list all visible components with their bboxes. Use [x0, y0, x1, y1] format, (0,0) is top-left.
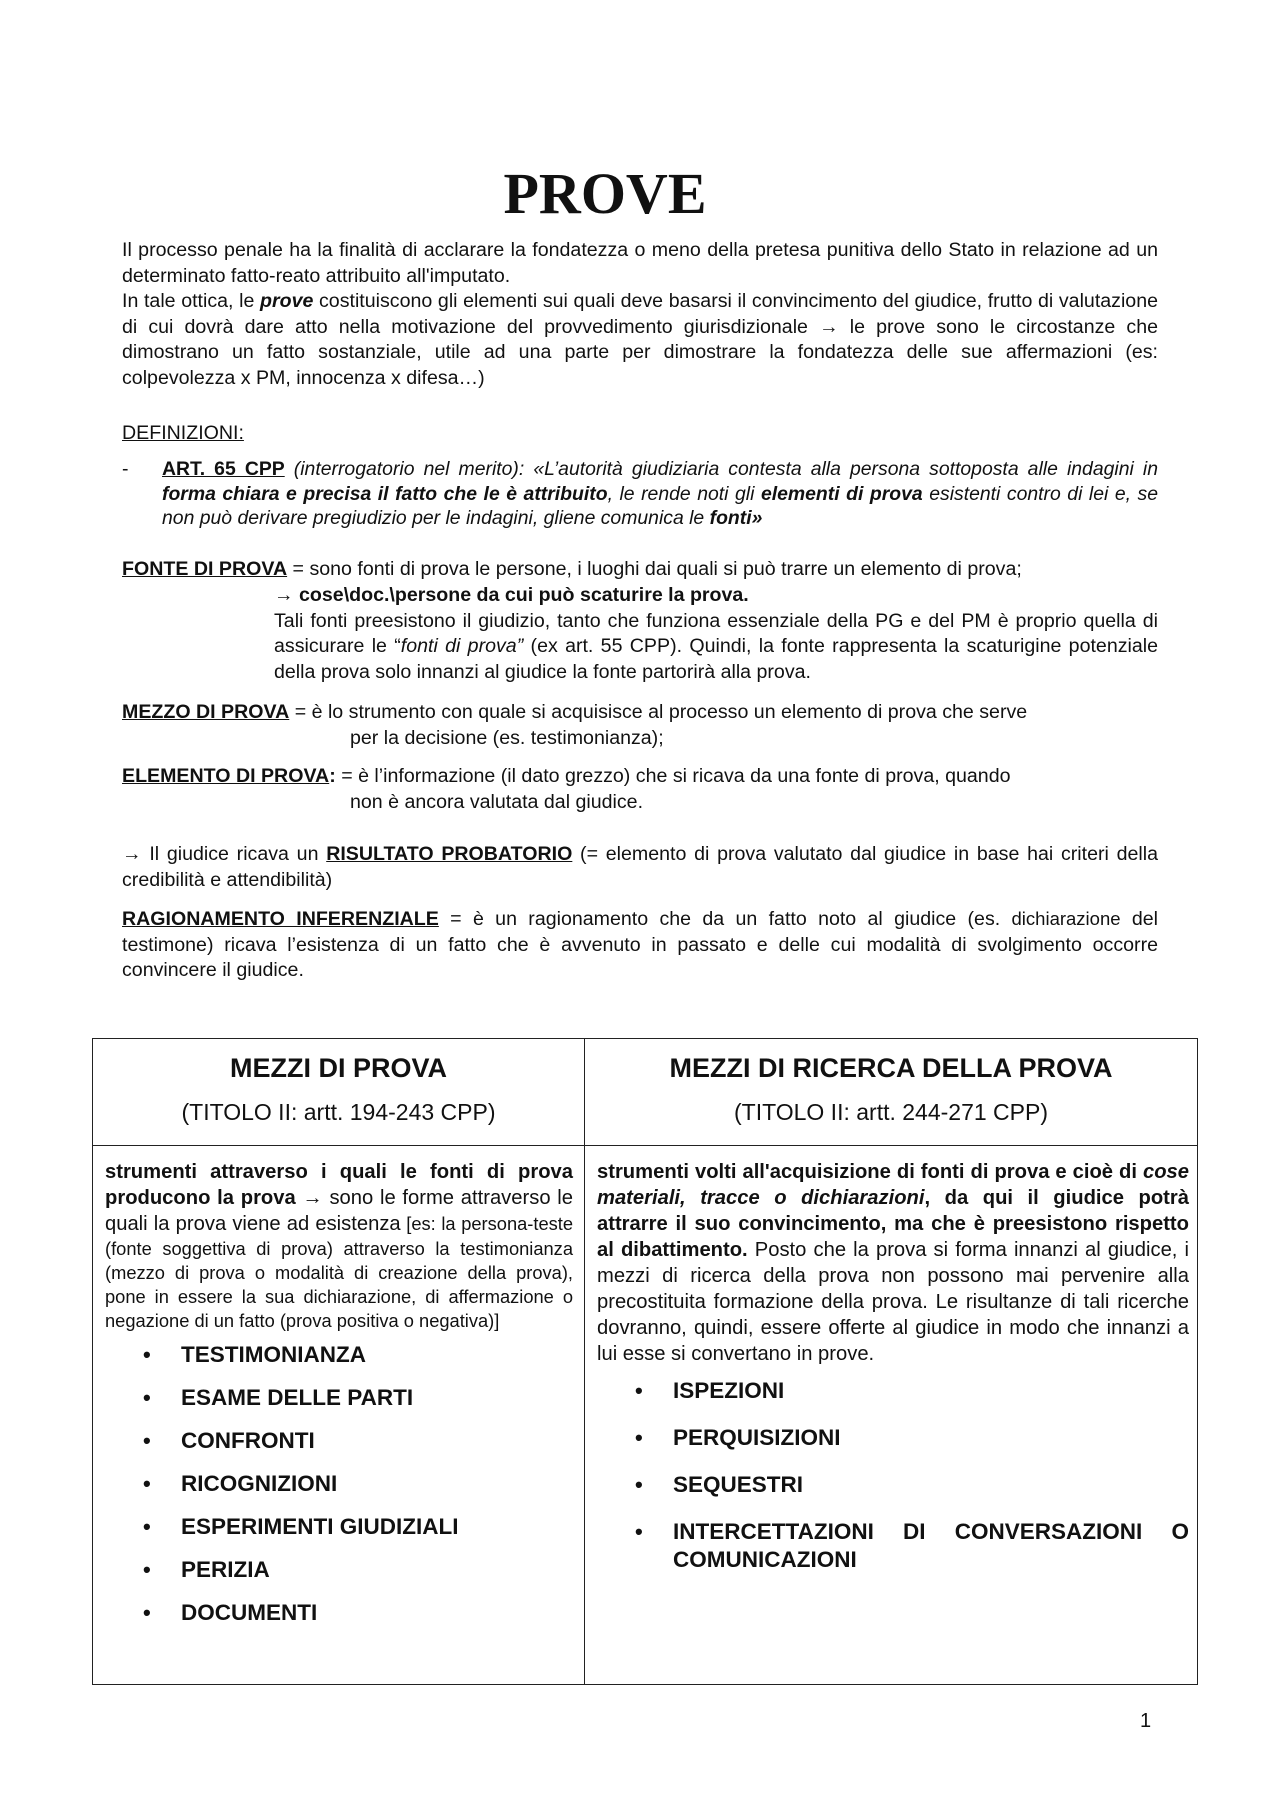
- bullet-icon: •: [143, 1471, 151, 1496]
- risultato-probatorio-paragraph: [122, 842, 1158, 893]
- bullet-icon: •: [635, 1425, 643, 1450]
- elemento-di-prova-line-2: non è ancora valutata dal giudice.: [350, 791, 644, 813]
- bullet-icon: •: [143, 1342, 151, 1367]
- list-item-label: RICOGNIZIONI: [181, 1471, 338, 1496]
- mezzi-di-ricerca-list: [597, 1377, 1189, 1574]
- list-item: [143, 1513, 573, 1541]
- list-item: [143, 1599, 573, 1627]
- list-item: [635, 1518, 1189, 1574]
- ragionamento-inferenziale-label: RAGIONAMENTO INFERENZIALE: [122, 908, 439, 930]
- intro-sentence-1: Il processo penale ha la finalità di acclarare la fondatezza o meno della pretesa punitiva dello Stato in relazione ad un determinato fatto-reato attribuito all'imputato.: [122, 239, 1158, 287]
- ragionamento-inferenziale-paragraph: [122, 906, 1158, 984]
- mezzo-di-prova-line: [122, 700, 1158, 726]
- bullet-icon: •: [635, 1378, 643, 1403]
- mezzi-di-ricerca-lead-1: strumenti volti all'acquisizione di fonti di prova e cioè di: [597, 1161, 1143, 1183]
- table-column-divider: [584, 1039, 585, 1684]
- mezzi-di-prova-cell: [105, 1159, 573, 1642]
- list-item-label: SEQUESTRI: [673, 1472, 804, 1497]
- list-item: [635, 1424, 1189, 1452]
- list-item: [143, 1556, 573, 1584]
- mezzi-di-prova-title: MEZZI DI PROVA: [229, 1053, 447, 1083]
- mezzi-di-prova-lead: strumenti attraverso i quali le fonti di prova producono la prova: [105, 1161, 573, 1209]
- intro-text-a: In tale ottica, le: [122, 290, 261, 312]
- ragionamento-text-a: = è un ragionamento che da un fatto noto al giudice (es.: [438, 908, 1012, 930]
- bullet-icon: •: [143, 1600, 151, 1625]
- arrow-icon: →: [819, 315, 839, 338]
- mezzi-di-ricerca-description: [597, 1159, 1189, 1367]
- list-item-label: PERQUISIZIONI: [673, 1425, 841, 1450]
- mezzi-di-prova-description: [105, 1159, 573, 1333]
- art-65-text-4: elementi di prova: [760, 482, 923, 505]
- risultato-probatorio-label: RISULTATO PROBATORIO: [326, 843, 573, 865]
- intro-paragraph: [122, 238, 1158, 391]
- bullet-icon: •: [143, 1557, 151, 1582]
- list-item-label: ESAME DELLE PARTI: [181, 1385, 414, 1410]
- page-number: 1: [1140, 1710, 1152, 1732]
- fonte-di-prova-text: = sono fonti di prova le persone, i luoghi dai quali si può trarre un elemento di prova;: [287, 558, 1022, 580]
- list-item: [143, 1427, 573, 1455]
- list-item: [143, 1341, 573, 1369]
- list-dash: -: [122, 458, 129, 480]
- bullet-icon: •: [635, 1472, 643, 1497]
- elemento-di-prova-label: ELEMENTO DI PROVA: [122, 765, 330, 787]
- art-65-text-1: (interrogatorio nel merito): «L’autorità giudiziaria contesta alla persona sottoposta alle indagini in: [284, 458, 1158, 480]
- mezzo-di-prova-text: = è lo strumento con quale si acquisisce al processo un elemento di prova che serve: [289, 701, 1028, 723]
- art-65-text-3: , le rende noti gli: [607, 482, 761, 505]
- page-title: PROVE: [503, 161, 707, 226]
- ragionamento-text-b: del testimone) ricava l’esistenza di un fatto che è avvenuto in passato e delle cui modalità di svolgimento occorre convincere il giudice.: [122, 908, 1159, 981]
- fonte-di-prova-label: FONTE DI PROVA: [122, 558, 288, 580]
- intro-prove-emphasis: prove: [260, 290, 314, 312]
- arrow-icon: →: [295, 1187, 330, 1209]
- fonte-text-b: (ex art. 55 CPP). Quindi, la fonte rappresenta la scaturigine potenziale della prova solo innanzi al giudice la fonte partorirà alla prova.: [274, 635, 1159, 683]
- fonte-paragraph: [274, 609, 1158, 686]
- risultato-text-b: (= elemento di prova valutato dal giudice in base hai criteri della credibilità e attendibilità): [122, 843, 1158, 891]
- elemento-colon: :: [329, 765, 336, 787]
- fonte-di-prova-detail: [274, 583, 1158, 685]
- bullet-icon: •: [143, 1428, 151, 1453]
- bullet-icon: •: [143, 1514, 151, 1539]
- art-65-text-5: esistenti contro di lei e, se non può derivare pregiudizio per le indagini, gliene comunica le: [162, 482, 1159, 529]
- list-item: [143, 1470, 573, 1498]
- mezzo-di-prova-line-2: per la decisione (es. testimonianza);: [350, 727, 664, 749]
- mezzi-di-prova-example: [es: la persona-teste (fonte soggettiva di prova) attraverso la testimonianza (mezzo di prova o modalità di creazione della prova), pone in essere la sua dichiarazione, di affermazione o negazione di un fatto (prova positiva o negativa)]: [105, 1213, 573, 1331]
- mezzi-di-ricerca-title: MEZZI DI RICERCA DELLA PROVA: [669, 1053, 1113, 1083]
- intro-text-c: le prove sono le circostanze che dimostrano un fatto sostanziale, utile ad una parte per dimostrare la fondatezza delle sue affermazioni (es: colpevolezza x PM, innocenza x difesa…): [122, 315, 1158, 389]
- arrow-icon: →: [274, 584, 294, 606]
- list-item-label: TESTIMONIANZA: [181, 1342, 366, 1367]
- mezzi-di-prova-mid: sono le forme attraverso le quali la prova viene ad esistenza: [105, 1187, 574, 1235]
- ragionamento-text-small: dichiarazione: [1011, 908, 1121, 929]
- table-header-divider: [93, 1145, 1197, 1146]
- mezzi-di-prova-subtitle: (TITOLO II: artt. 194-243 CPP): [181, 1099, 496, 1125]
- comparison-table: [92, 1038, 1198, 1685]
- list-item-label: DOCUMENTI: [181, 1600, 318, 1625]
- mezzo-di-prova-label: MEZZO DI PROVA: [122, 701, 290, 723]
- mezzi-di-ricerca-cell: [597, 1159, 1189, 1593]
- list-item-label: PERIZIA: [181, 1557, 270, 1582]
- mezzi-di-ricerca-rest: Posto che la prova si forma innanzi al giudice, i mezzi di ricerca della prova non possono mai pervenire alla precostituita formazione della prova. Le risultanze di tali ricerche dovranno, quindi, essere offerte al giudice in modo che innanzi a lui esse si convertano in prove.: [597, 1239, 1190, 1365]
- list-item: [635, 1471, 1189, 1499]
- table-header-mezzi-di-prova: [93, 1051, 584, 1129]
- elemento-di-prova-line: [122, 764, 1158, 790]
- bullet-icon: •: [635, 1519, 643, 1544]
- definizioni-label: DEFINIZIONI:: [122, 422, 244, 444]
- elemento-di-prova-text: = è l’informazione (il dato grezzo) che si ricava da una fonte di prova, quando: [335, 765, 1011, 787]
- arrow-icon: →: [122, 843, 142, 865]
- art-65-label: ART. 65 CPP: [162, 458, 285, 480]
- risultato-text-a: Il giudice ricava un: [141, 843, 327, 865]
- fonte-bold-line: cose\doc.\persone da cui può scaturire la prova.: [293, 584, 749, 606]
- mezzi-di-prova-list: [105, 1341, 573, 1627]
- fonte-text-italic: fonti di prova”: [400, 635, 524, 657]
- table-header-mezzi-di-ricerca: [585, 1051, 1197, 1129]
- bullet-icon: •: [143, 1385, 151, 1410]
- fonte-text-a: Tali fonti preesistono il giudizio, tanto che funziona essenziale della PG e del PM è proprio quella di assicurare le “: [274, 609, 1158, 657]
- list-item-label: ISPEZIONI: [673, 1378, 785, 1403]
- list-item-label: INTERCETTAZIONI DI CONVERSAZIONI O COMUNICAZIONI: [673, 1519, 1189, 1572]
- mezzi-di-ricerca-lead-italic: cose materiali, tracce o dichiarazioni: [597, 1161, 1189, 1209]
- mezzi-di-ricerca-subtitle: (TITOLO II: artt. 244-271 CPP): [733, 1099, 1048, 1125]
- list-item-label: CONFRONTI: [181, 1428, 315, 1453]
- list-item: [143, 1384, 573, 1412]
- art-65-definition: [122, 457, 1158, 531]
- art-65-text-6: fonti»: [709, 507, 763, 529]
- art-65-text-2: forma chiara e precisa il fatto che le è attribuito: [162, 482, 608, 505]
- list-item-label: ESPERIMENTI GIUDIZIALI: [181, 1514, 459, 1539]
- intro-text-b: costituiscono gli elementi sui quali deve basarsi il convincimento del giudice, frutto di valutazione di cui dovrà dare atto nella motivazione del provvedimento giurisdizionale: [122, 290, 1158, 338]
- list-item: [635, 1377, 1189, 1405]
- fonte-di-prova-line: [122, 557, 1158, 583]
- mezzi-di-ricerca-lead-2: , da qui il giudice potrà attrarre il suo convincimento, ma che è preesistono rispetto al dibattimento.: [597, 1187, 1189, 1261]
